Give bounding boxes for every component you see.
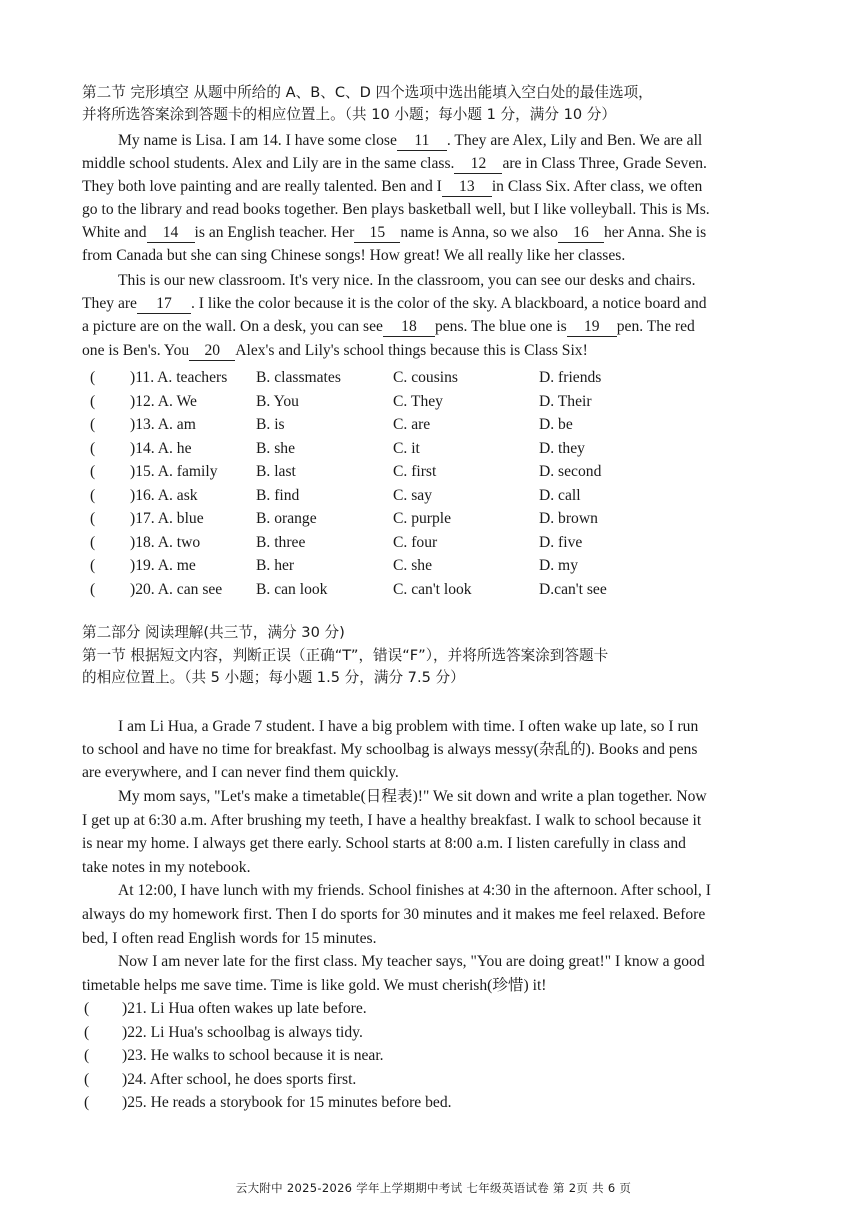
- answer-bracket[interactable]: (: [90, 416, 96, 433]
- answer-bracket[interactable]: (: [90, 392, 96, 410]
- answer-bracket[interactable]: (: [84, 1000, 90, 1017]
- option-d: D.can't see: [539, 580, 607, 598]
- cloze-passage-line: a picture are on the wall. On a desk, you can see 18 pens. The blue one is 19 pen. The red: [82, 318, 695, 335]
- part-two-heading: 第二部分 阅读理解(共三节，满分 30 分): [82, 624, 345, 641]
- reading-passage-line: I get up at 6:30 a.m. After brushing my teeth, I have a healthy breakfast. I walk to school because it: [82, 812, 702, 829]
- blank-17: 17: [137, 295, 191, 314]
- option-c: C. say: [393, 486, 432, 504]
- reading-passage-line: to school and have no time for breakfast. My schoolbag is always messy(杂乱的). Books and pens: [82, 741, 698, 758]
- answer-bracket[interactable]: (: [84, 1070, 90, 1088]
- option-d: D. second: [539, 463, 602, 480]
- blank-19: 19: [567, 318, 617, 337]
- cloze-passage-line: White and 14 is an English teacher. Her 15 name is Anna, so we also 16 her Anna. She is: [82, 224, 707, 241]
- option-a: )14. A. he: [130, 439, 192, 457]
- option-d: D. my: [539, 557, 578, 574]
- option-c: C. four: [393, 533, 438, 551]
- cloze-passage-line: They both love painting and are really talented. Ben and I 13 in Class Six. After class, we often: [82, 178, 703, 195]
- option-c: C. first: [393, 463, 437, 480]
- answer-bracket[interactable]: (: [90, 439, 96, 457]
- option-c: C. it: [393, 439, 420, 457]
- blank-14: 14: [147, 224, 195, 243]
- option-a: )17. A. blue: [130, 510, 204, 527]
- option-d: D. friends: [539, 369, 602, 386]
- reading-passage-line: is near my home. I always get there early. School starts at 8:00 a.m. I listen carefully in class and: [82, 835, 686, 852]
- option-d: D. call: [539, 486, 581, 504]
- option-d: D. five: [539, 533, 583, 551]
- blank-13: 13: [442, 178, 492, 197]
- cloze-passage-line: go to the library and read books together. Ben plays basketball well, but I like volleyball. This is Ms.: [82, 201, 710, 218]
- option-c: C. cousins: [393, 369, 458, 386]
- option-d: D. brown: [539, 510, 598, 527]
- cloze-passage-line: This is our new classroom. It's very nice. In the classroom, you can see our desks and chairs.: [118, 272, 696, 289]
- option-b: B. classmates: [256, 369, 341, 386]
- cloze-passage-line: middle school students. Alex and Lily are in the same class. 12 are in Class Three, Grade Seven.: [82, 155, 707, 172]
- blank-18: 18: [383, 318, 435, 337]
- option-b: B. You: [256, 392, 299, 410]
- page-footer: 云大附中 2025-2026 学年上学期期中考试 七年级英语试卷 第 2页 共 6 页: [235, 1181, 632, 1195]
- cloze-passage-line: They are 17 . I like the color because it is the color of the sky. A blackboard, a notice board and: [82, 295, 707, 312]
- option-b: B. orange: [256, 510, 317, 527]
- option-c: C. are: [393, 416, 431, 433]
- true-false-question-text: )21. Li Hua often wakes up late before.: [122, 1000, 367, 1017]
- option-d: D. they: [539, 439, 585, 457]
- answer-bracket[interactable]: (: [84, 1023, 90, 1041]
- option-d: D. Their: [539, 392, 592, 410]
- reading-passage-line: I am Li Hua, a Grade 7 student. I have a big problem with time. I often wake up late, so I run: [118, 718, 699, 735]
- reading-passage-line: Now I am never late for the first class. My teacher says, "You are doing great!" I know a good: [118, 953, 705, 970]
- option-b: B. last: [256, 463, 296, 480]
- option-b: B. find: [256, 486, 300, 504]
- option-c: C. They: [393, 392, 443, 410]
- reading-passage-line: take notes in my notebook.: [82, 859, 251, 876]
- reading-passage-line: always do my homework first. Then I do sports for 30 minutes and it makes me feel relaxed. Before: [82, 906, 706, 923]
- option-c: C. she: [393, 557, 432, 574]
- option-a: )16. A. ask: [130, 486, 198, 504]
- cloze-passage-line: one is Ben's. You 20 Alex's and Lily's school things because this is Class Six!: [82, 342, 588, 359]
- reading-passage-line: timetable helps me save time. Time is like gold. We must cherish(珍惜) it!: [82, 977, 547, 994]
- cloze-passage-line: from Canada but she can sing Chinese songs! How great! We all really like her classes.: [82, 247, 626, 264]
- option-a: )18. A. two: [130, 533, 201, 551]
- option-a: )13. A. am: [130, 416, 196, 433]
- cloze-heading-line2: 并将所选答案涂到答题卡的相应位置上。（共 10 小题；每小题 1 分，满分 10 分）: [82, 106, 616, 123]
- blank-11: 11: [397, 132, 447, 151]
- part-two-subheading-line2: 的相应位置上。（共 5 小题；每小题 1.5 分，满分 7.5 分）: [82, 669, 465, 686]
- answer-bracket[interactable]: (: [90, 510, 96, 527]
- option-b: B. three: [256, 533, 306, 551]
- blank-15: 15: [354, 224, 400, 243]
- true-false-question-text: )23. He walks to school because it is near.: [122, 1047, 384, 1064]
- option-c: C. purple: [393, 510, 452, 527]
- part-two-subheading-line1: 第一节 根据短文内容，判断正误（正确“T”，错误“F”），并将所选答案涂到答题卡: [82, 647, 609, 664]
- blank-16: 16: [558, 224, 604, 243]
- cloze-passage-line: My name is Lisa. I am 14. I have some close 11 . They are Alex, Lily and Ben. We are all: [118, 132, 703, 149]
- answer-bracket[interactable]: (: [84, 1047, 90, 1064]
- true-false-question-text: )25. He reads a storybook for 15 minutes before bed.: [122, 1094, 452, 1111]
- option-b: B. can look: [256, 580, 328, 598]
- option-a: )12. A. We: [130, 392, 197, 410]
- answer-bracket[interactable]: (: [90, 463, 96, 480]
- answer-bracket[interactable]: (: [90, 557, 96, 574]
- answer-bracket[interactable]: (: [84, 1094, 90, 1111]
- answer-bracket[interactable]: (: [90, 580, 96, 598]
- option-a: )15. A. family: [130, 463, 218, 480]
- option-d: D. be: [539, 416, 573, 433]
- reading-passage-line: My mom says, "Let's make a timetable(日程表)!" We sit down and write a plan together. Now: [118, 788, 707, 805]
- option-c: C. can't look: [393, 580, 472, 598]
- option-a: )19. A. me: [130, 557, 196, 574]
- reading-passage-line: bed, I often read English words for 15 minutes.: [82, 930, 377, 947]
- true-false-question-text: )22. Li Hua's schoolbag is always tidy.: [122, 1023, 363, 1041]
- option-b: B. is: [256, 416, 285, 433]
- option-a: )20. A. can see: [130, 580, 223, 598]
- reading-passage-line: At 12:00, I have lunch with my friends. School finishes at 4:30 in the afternoon. After school, I: [118, 882, 711, 899]
- option-a: )11. A. teachers: [130, 369, 228, 386]
- answer-bracket[interactable]: (: [90, 369, 96, 386]
- blank-12: 12: [454, 155, 502, 174]
- blank-20: 20: [189, 342, 235, 361]
- answer-bracket[interactable]: (: [90, 486, 96, 504]
- true-false-question-text: )24. After school, he does sports first.: [122, 1070, 357, 1088]
- option-b: B. her: [256, 557, 295, 574]
- option-b: B. she: [256, 439, 295, 457]
- reading-passage-line: are everywhere, and I can never find them quickly.: [82, 764, 399, 781]
- answer-bracket[interactable]: (: [90, 533, 96, 551]
- cloze-heading-line1: 第二节 完形填空 从题中所给的 A、B、C、D 四个选项中选出能填入空白处的最佳选项，: [82, 84, 653, 101]
